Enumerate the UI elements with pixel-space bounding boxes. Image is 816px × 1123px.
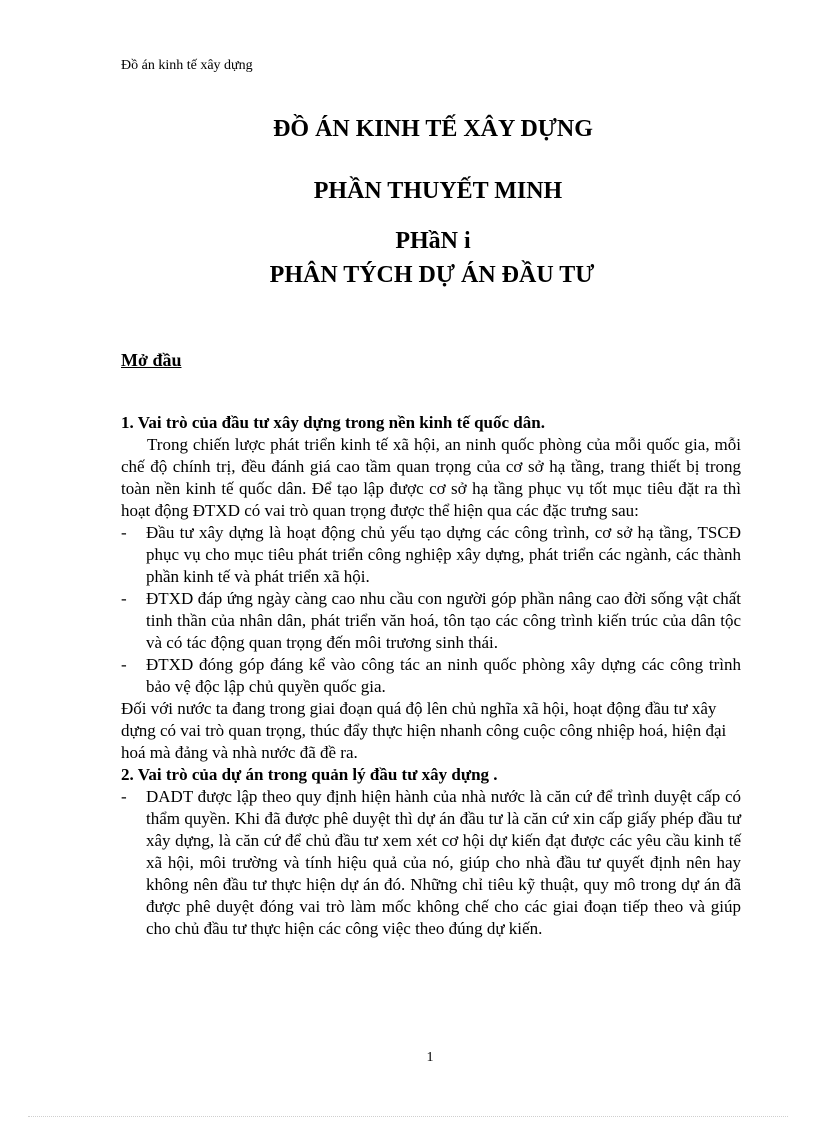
list-item-text: Đầu tư xây dựng là hoạt động chủ yếu tạo dựng các công trình, cơ sở hạ tầng, TSCĐ phục vụ cho mục tiêu phát triển công nghiệp xây dựng, phát triển các ngành, các thành phần kinh tế và phát triển xã hội. <box>146 523 741 586</box>
list-item-text: ĐTXD đóng góp đáng kể vào công tác an ninh quốc phòng xây dựng các công trình bảo vệ độc lập chủ quyền quốc gia. <box>146 655 741 696</box>
dash-bullet: - <box>121 523 127 542</box>
list-item <box>121 588 741 654</box>
list-item-text: DADT được lập theo quy định hiện hành của nhà nước là căn cứ để trình duyệt cấp có thẩm quyền. Khi đã được phê duyệt thì dự án đầu tư là căn cứ xin cấp giấy phép đầu tư xây dựng, là căn cứ để chủ đầu tư xem xét cơ hội dự kiến đạt được các yêu cầu kinh tế xã hội, môi trường và tính hiệu quả của nó, giúp cho nhà đầu tư quyết định nên hay không nên đầu tư thực hiện dự án đó. Những chỉ tiêu kỹ thuật, quy mô trong dự án đã được phê duyệt đóng vai trò làm mốc không chế cho các giai đoạn tiếp theo và giúp cho chủ đầu tư thực hiện các công việc theo đúng dự kiến. <box>146 787 741 938</box>
dash-bullet: - <box>121 655 127 674</box>
body-content <box>121 412 741 940</box>
list-item <box>121 654 741 698</box>
page-bottom-rule <box>28 1116 788 1117</box>
list-item <box>121 786 741 940</box>
running-header: Đồ án kinh tế xây dựng <box>121 58 253 73</box>
intro-heading: Mở đầu <box>121 350 182 370</box>
section-1-heading: 1. Vai trò của đầu tư xây dựng trong nền kinh tế quốc dân. <box>121 413 545 432</box>
section-2-list <box>121 786 741 940</box>
list-item <box>121 522 741 588</box>
section-1-paragraph: Trong chiến lược phát triển kinh tế xã hội, an ninh quốc phòng của mỗi quốc gia, mỗi chế độ chính trị, đều đánh giá cao tầm quan trọng của cơ sở hạ tầng, trang thiết bị trong toàn nền kinh tế quốc dân. Để tạo lập được cơ sở hạ tầng phục vụ tốt mục tiêu đặt ra thì hoạt động ĐTXD có vai trò quan trọng được thể hiện qua các đặc trưng sau: <box>121 435 741 520</box>
document-title: ĐỒ ÁN KINH TẾ XÂY DỰNG <box>273 116 593 142</box>
section-1-closing: Đối với nước ta đang trong giai đoạn quá độ lên chủ nghĩa xã hội, hoạt động đầu tư xây dựng có vai trò quan trọng, thúc đẩy thực hiện nhanh công cuộc công nhiệp hoá, hiện đại hoá mà đảng và nhà nước đã đề ra. <box>121 699 727 762</box>
list-item-text: ĐTXD đáp ứng ngày càng cao nhu cầu con người góp phần nâng cao đời sống vật chất tinh thần của nhân dân, phát triển văn hoá, tôn tạo các công trình kiến trúc của dân tộc và có tác động quan trọng đến môi trương sinh thái. <box>146 589 741 652</box>
dash-bullet: - <box>121 787 127 806</box>
page-number: 1 <box>426 1050 434 1065</box>
part-label: PHầN i <box>395 228 471 254</box>
section-1-list <box>121 522 741 698</box>
dash-bullet: - <box>121 589 127 608</box>
part-title: PHÂN TÝCH DỰ ÁN ĐẦU TƯ <box>269 262 595 288</box>
section-2-heading: 2. Vai trò của dự án trong quản lý đầu tư xây dựng . <box>121 765 498 784</box>
section-subtitle: PHẦN THUYẾT MINH <box>313 178 563 204</box>
